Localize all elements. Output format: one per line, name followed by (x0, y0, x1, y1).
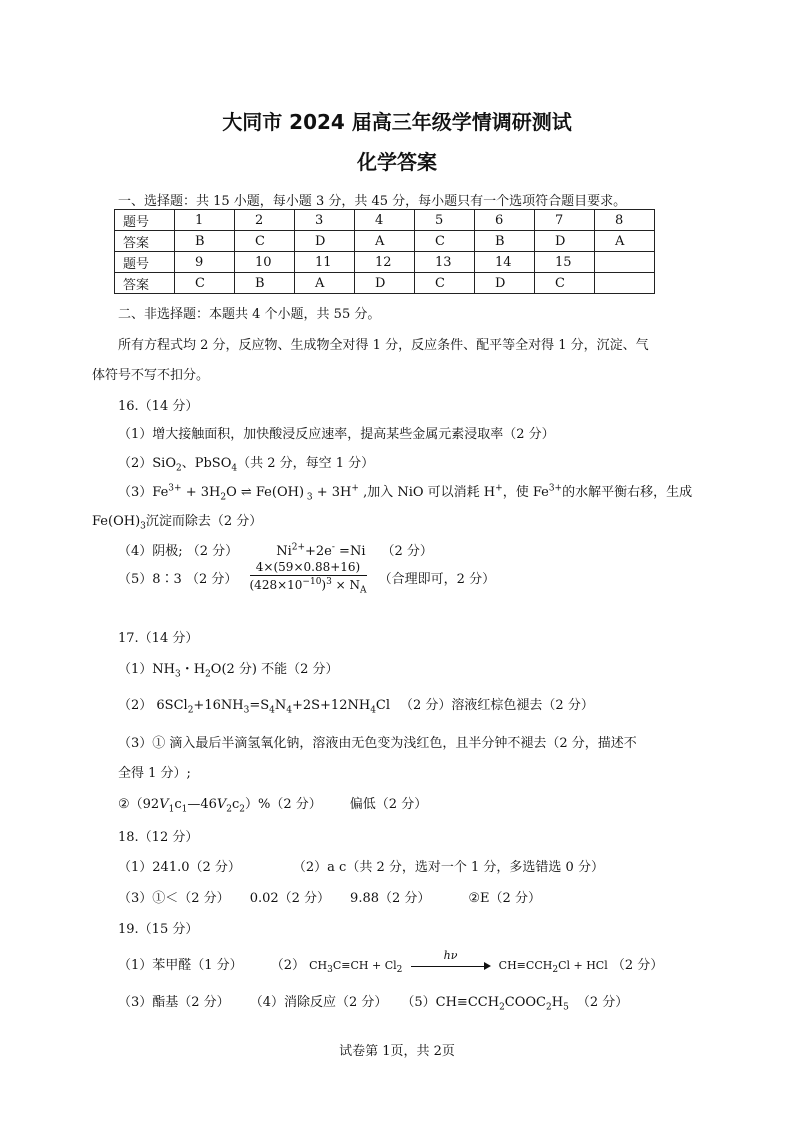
reaction-arrow-icon: hν (411, 960, 491, 972)
answer-table (114, 209, 655, 294)
table-row (115, 273, 655, 294)
table-cell: A (295, 273, 355, 294)
table-cell: 题号 (115, 210, 175, 231)
table-cell: 3 (295, 210, 355, 231)
density-fraction: $\frac{4\times(59\times 0.88+16)}{(428\times 10^{-10})^3 \times N_A}$ (249, 560, 367, 596)
table-cell: C (415, 231, 475, 252)
q18-part-2: （3）①＜（2 分） 0.02（2 分） 9.88（2 分） ②E（2 分） (118, 891, 541, 906)
q17-part-2: （2） $6SCl_2+16NH_3=S_4N_4+2S+12NH_4Cl$ （2 分）溶液红棕色褪去（2 分） (118, 698, 594, 716)
table-cell: 2 (235, 210, 295, 231)
table-cell: B (175, 231, 235, 252)
q16-part-1: （1）增大接触面积，加快酸浸反应速率，提高某些金属元素浸取率（2 分） (118, 427, 555, 442)
table-cell: A (355, 231, 415, 252)
q16-part-4: （4）阴极; （2 分） $Ni^{2+}+2e^- =Ni$ （2 分） (118, 542, 433, 559)
table-cell: 8 (595, 210, 655, 231)
page-footer: 试卷第 1页，共 2页 (339, 1044, 455, 1059)
table-cell: 4 (355, 210, 415, 231)
q17-part-1: $(1)NH_3$・$H_2O(2$ 分) 不能（2 分） (118, 662, 339, 680)
table-cell: 答案 (115, 231, 175, 252)
q17-part-3: （3）① 滴入最后半滴氢氧化钠，溶液由无色变为浅红色，且半分钟不褪去（2 分，描述不 (118, 736, 637, 751)
table-cell: 1 (175, 210, 235, 231)
scoring-note-line-1: 所有方程式均 2 分，反应物、生成物全对得 1 分，反应条件、配平等全对得 1 分，沉淀、气 (118, 338, 649, 353)
table-cell (595, 252, 655, 273)
table-cell: C (235, 231, 295, 252)
document-subtitle: 化学答案 (357, 150, 437, 174)
section-1-heading: 一、选择题：共 15 小题，每小题 3 分，共 45 分，每小题只有一个选项符合题目要求。 (118, 194, 627, 209)
table-cell: 5 (415, 210, 475, 231)
table-cell: 11 (295, 252, 355, 273)
table-row (115, 210, 655, 231)
q16-heading: 16.（14 分） (118, 399, 199, 414)
q18-part-1: （1）241.0（2 分） （2）a c（共 2 分，选对一个 1 分，多选错选 0 分） (118, 860, 604, 875)
table-cell: D (295, 231, 355, 252)
table-cell: 题号 (115, 252, 175, 273)
q17-part-3-cont: 全得 1 分）; (118, 766, 191, 781)
table-cell: 9 (175, 252, 235, 273)
table-cell: D (355, 273, 415, 294)
section-2-heading: 二、非选择题：本题共 4 个小题，共 55 分。 (118, 307, 381, 322)
table-cell: D (475, 273, 535, 294)
q17-heading: 17.（14 分） (118, 631, 199, 646)
table-cell: 14 (475, 252, 535, 273)
table-row (115, 231, 655, 252)
scoring-note-line-2: 体符号不写不扣分。 (92, 368, 210, 383)
q18-heading: 18.（12 分） (118, 830, 199, 845)
table-cell: C (535, 273, 595, 294)
q16-part-3-cont: $Fe(OH)_3$沉淀而除去（2 分） (92, 514, 263, 532)
table-cell: 7 (535, 210, 595, 231)
q16-part-2: （2）SiO$_2$、PbSO$_4$（共 2 分，每空 1 分） (118, 456, 375, 474)
document-title: 大同市 2024 届高三年级学情调研测试 (222, 110, 572, 134)
q19-part-1: （1）苯甲醛（1 分） （2） $CH_3C\equiv CH + Cl_2$ hν $CH\equiv CCH_2Cl$ + HCl （2 分） (118, 948, 664, 976)
table-cell: D (535, 231, 595, 252)
table-cell: C (175, 273, 235, 294)
table-cell: 12 (355, 252, 415, 273)
table-row (115, 252, 655, 273)
table-cell: 答案 (115, 273, 175, 294)
table-cell: 15 (535, 252, 595, 273)
table-cell: B (235, 273, 295, 294)
q19-heading: 19.（15 分） (118, 922, 199, 937)
table-cell: 6 (475, 210, 535, 231)
table-cell: A (595, 231, 655, 252)
table-cell: 13 (415, 252, 475, 273)
table-cell: B (475, 231, 535, 252)
q19-part-2: （3）酯基（2 分） （4）消除反应（2 分） $(5)CH\equiv CCH_2COOC_2H_5$ （2 分） (118, 995, 629, 1013)
table-cell: C (415, 273, 475, 294)
table-cell (595, 273, 655, 294)
table-cell: 10 (235, 252, 295, 273)
q16-part-5: （5）8∶3 （2 分） $\frac{4\times(59\times 0.88+16)}{(428\times 10^{-10})^3 \times N_A}$ （合理即可，2 分） (118, 560, 496, 596)
q16-part-3: $(3)Fe^{3+} + 3H_2O$ ⇌ Fe(OH) $_3$ + 3H+ ,加入 NiO 可以消耗 H+，使 $Fe^{3+}$的水解平衡右移，生成 (118, 483, 693, 503)
q17-part-4: $②(92V_1c_1—46V_2c_2)\%(2$ 分） 偏低（2 分） (118, 797, 428, 815)
